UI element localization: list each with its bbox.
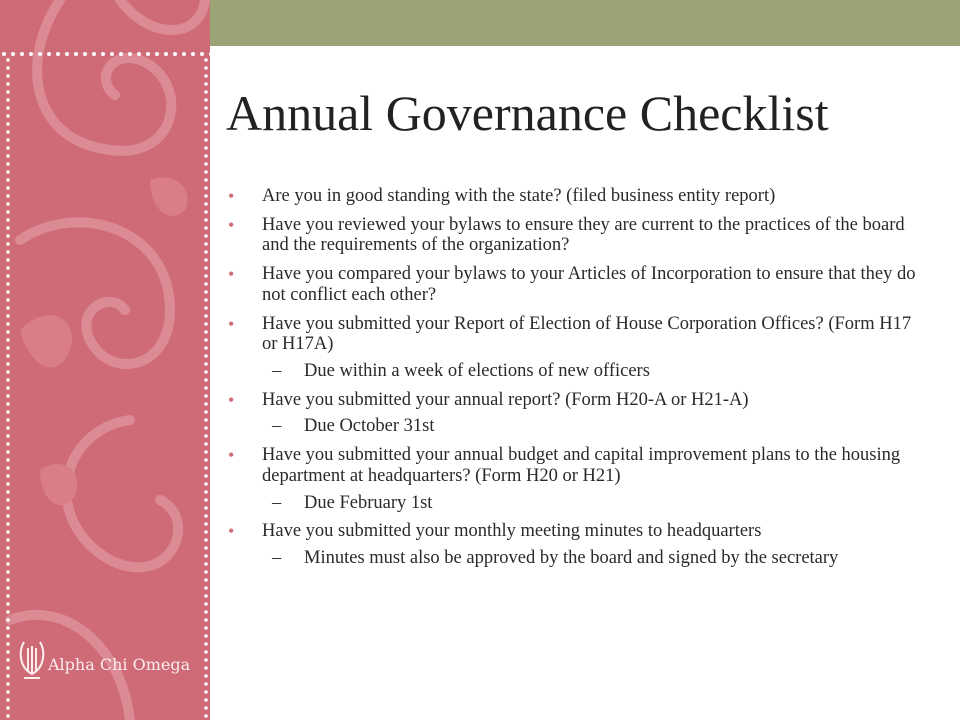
checklist <box>226 186 926 577</box>
checklist-subitem <box>226 416 926 437</box>
checklist-item <box>226 390 926 411</box>
checklist-item <box>226 186 926 207</box>
dotted-border-top <box>0 50 960 58</box>
dash-icon: – <box>272 492 282 513</box>
checklist-subitem <box>226 548 926 569</box>
logo-text: Alpha Chi Omega <box>48 655 191 674</box>
checklist-item-text: Have you submitted your Report of Election of House Corporation Offices? (Form H17 or H17A) <box>262 313 912 355</box>
checklist-item-text: Have you submitted your monthly meeting minutes to headquarters <box>262 521 762 542</box>
checklist-subitem <box>226 361 926 382</box>
checklist-item-text: Have you submitted your annual budget and capital improvement plans to the housing department at headquarters? (Form H20 or H21) <box>262 445 901 486</box>
dash-icon: – <box>272 416 282 437</box>
dash-icon: – <box>272 361 282 382</box>
bullet-dot-icon: • <box>228 186 235 206</box>
bullet-dot-icon: • <box>228 389 235 410</box>
checklist-subitem-text: Minutes must also be approved by the board and signed by the secretary <box>304 548 839 569</box>
dotted-border-left <box>0 58 16 720</box>
checklist-item <box>226 314 926 355</box>
checklist-subitem <box>226 493 926 514</box>
bullet-dot-icon: • <box>228 445 235 466</box>
slide-title: Annual Governance Checklist <box>226 85 829 141</box>
checklist-item-text: Have you submitted your annual report? (Form H20-A or H21-A) <box>262 389 749 410</box>
checklist-item-text: Are you in good standing with the state? (filed business entity report) <box>262 186 776 206</box>
checklist-item-text: Have you compared your bylaws to your Articles of Incorporation to ensure that they do not conflict each other? <box>262 264 916 305</box>
checklist-subitem-text: Due February 1st <box>304 492 433 513</box>
bullet-dot-icon: • <box>228 313 235 334</box>
dash-icon: – <box>272 548 282 569</box>
checklist-subitem-text: Due October 31st <box>304 416 435 437</box>
bullet-dot-icon: • <box>228 264 235 285</box>
checklist-item-text: Have you reviewed your bylaws to ensure they are current to the practices of the board and the requirements of the organization? <box>262 214 905 256</box>
bullet-dot-icon: • <box>228 521 235 542</box>
checklist-item <box>226 264 926 305</box>
swirl-ornament <box>0 0 210 720</box>
bullet-dot-icon: • <box>228 214 235 235</box>
checklist-item <box>226 521 926 542</box>
checklist-item <box>226 445 926 486</box>
checklist-item <box>226 215 926 256</box>
dotted-border-right <box>198 58 214 720</box>
checklist-subitem-text: Due within a week of elections of new officers <box>304 361 650 382</box>
